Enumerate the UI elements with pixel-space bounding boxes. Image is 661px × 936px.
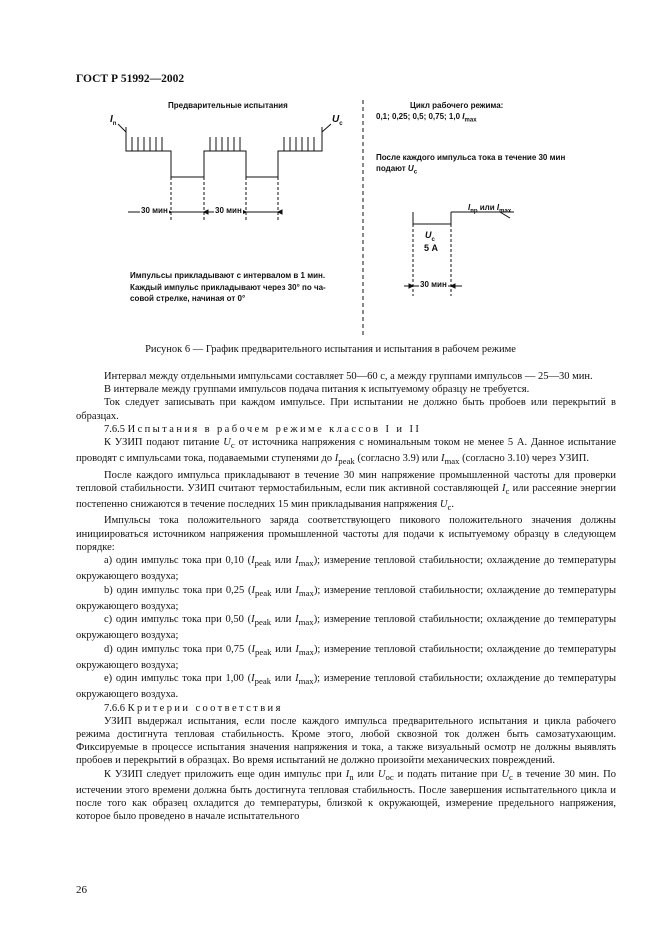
paragraph: УЗИП выдержал испытания, если после каждого импульса предварительного испытания и цикла рабочего режима достигнута тепловая стабильность. Кроме этого, любой сквозной ток должен быть самозатухающим. Фиксируемые в процессе испытания значения напряжения и тока, а также визуальный осмотр не должны выявлять пробоев и перекрытий в образцах. Во время испытаний не должно произойти механических повреждений. xyxy=(76,715,616,767)
left-diagram-title: Предварительные испытания xyxy=(168,101,288,110)
section-7-6-6-heading: 7.6.6 Критерии соответствия xyxy=(104,702,283,714)
waveform-line xyxy=(126,127,322,177)
label-ipeak-imax: $I_{пр}$ или $I_{max}$ xyxy=(468,203,512,215)
dimension-extension-lines xyxy=(171,177,278,222)
label-uc-right: $U_c$ xyxy=(425,230,435,243)
operating-waveform xyxy=(413,212,451,224)
impulse-group-1 xyxy=(132,137,162,151)
right-note-1: После каждого импульса тока в течение 30 мин xyxy=(376,153,566,162)
note-line-3: совой стрелке, начиная от 0° xyxy=(130,294,246,303)
impulse-group-2 xyxy=(210,137,240,151)
right-diagram-title-1: Цикл рабочего режима: xyxy=(410,101,504,110)
dimension-30-min-1: 30 мин xyxy=(141,206,168,215)
figure-caption: Рисунок 6 — График предварительного испытания и испытания в рабочем режиме xyxy=(145,344,516,355)
paragraph: После каждого импульса прикладывают в течение 30 мин напряжение промышленной частоты для проверки тепловой стабильности. УЗИП считают термостабильным, если пик активной составляющей $I_c$ или рассеяние энергии постепенно снижаются в течение последних 15 мин прикладывания напряжения $U_c$. xyxy=(76,469,616,513)
label-in: $I_n$ xyxy=(110,114,117,127)
figure-drawing xyxy=(0,0,661,345)
list-item: d) один импульс тока при 0,75 ($I_{peak}$ или $I_{max}$); измерение тепловой стабильности; охлаждение до температуры окружающего воздуха; xyxy=(76,643,616,671)
impulse-group-3 xyxy=(284,137,314,151)
paragraph: Импульсы тока положительного заряда соответствующего пикового положительного значения должны инициироваться источником напряжения промышленной частоты для подачи к испытуемому образцу в следующем порядке: xyxy=(76,515,616,553)
paragraph: К УЗИП подают питание $U_c$ от источника напряжения с номинальным током не менее 5 А. Данное испытание проводят с импульсами тока, подаваемыми ступенями до $I_{peak}$ (согласно 3.9) или $I_{max}$ (согласно 3.10) через УЗИП. xyxy=(76,437,616,467)
label-uc: $U_c$ xyxy=(332,114,343,127)
dimension-30-min-2: 30 мин xyxy=(215,206,242,215)
paragraph: Ток следует записывать при каждом импульсе. При испытании не должно быть пробоев или перекрытий в образцах. xyxy=(76,397,616,422)
list-item: b) один импульс тока при 0,25 ($I_{peak}$ или $I_{max}$); измерение тепловой стабильности; охлаждение до температуры окружающего воздуха; xyxy=(76,584,616,612)
right-note-2: подают $U_c$ xyxy=(376,164,418,176)
document-header: ГОСТ Р 51992—2002 xyxy=(76,73,185,85)
list-item: c) один импульс тока при 0,50 ($I_{peak}$ или $I_{max}$); измерение тепловой стабильности; охлаждение до температуры окружающего воздуха; xyxy=(76,614,616,642)
paragraph: Интервал между отдельными импульсами составляет 50—60 с, а между группами импульсов — 25—30 мин. xyxy=(104,371,593,382)
paragraph: В интервале между группами импульсов подача питания к испытуемому образцу не требуется. xyxy=(104,384,530,396)
body-text xyxy=(76,370,616,823)
dimension-30-min-3: 30 мин xyxy=(420,280,447,289)
list-item: a) один импульс тока при 0,10 ($I_{peak}$ или $I_{max}$); измерение тепловой стабильности; охлаждение до температуры окружающего воздуха; xyxy=(76,555,616,583)
list-item: e) один импульс тока при 1,00 ($I_{peak}$ или $I_{max}$); измерение тепловой стабильности; охлаждение до температуры окружающего воздуха. xyxy=(76,673,616,701)
note-line-2: Каждый импульс прикладывают через 30° по ча- xyxy=(130,283,326,292)
page-number: 26 xyxy=(76,884,87,896)
figure-6 xyxy=(0,0,661,345)
paragraph: К УЗИП следует приложить еще один импульс при $I_n$ или $U_{oc}$ и подать питание при $U_c$ в течение 30 мин. По истечении этого времени должна быть достигнута тепловая стабильность. После завершения испытательного цикла и после того как образец охладится до температуры, близкой к окружающей, измерение предельного напряжения, которое было проведено в начале испытательного xyxy=(76,768,616,823)
label-5a: 5 А xyxy=(424,243,439,253)
right-diagram-title-2: 0,1; 0,25; 0,5; 0,75; 1,0 $I_{max}$ xyxy=(376,112,477,124)
note-line-1: Импульсы прикладывают с интервалом в 1 мин. xyxy=(130,271,326,280)
section-7-6-5-heading: 7.6.5 Испытания в рабочем режиме классов I и II xyxy=(104,423,422,435)
